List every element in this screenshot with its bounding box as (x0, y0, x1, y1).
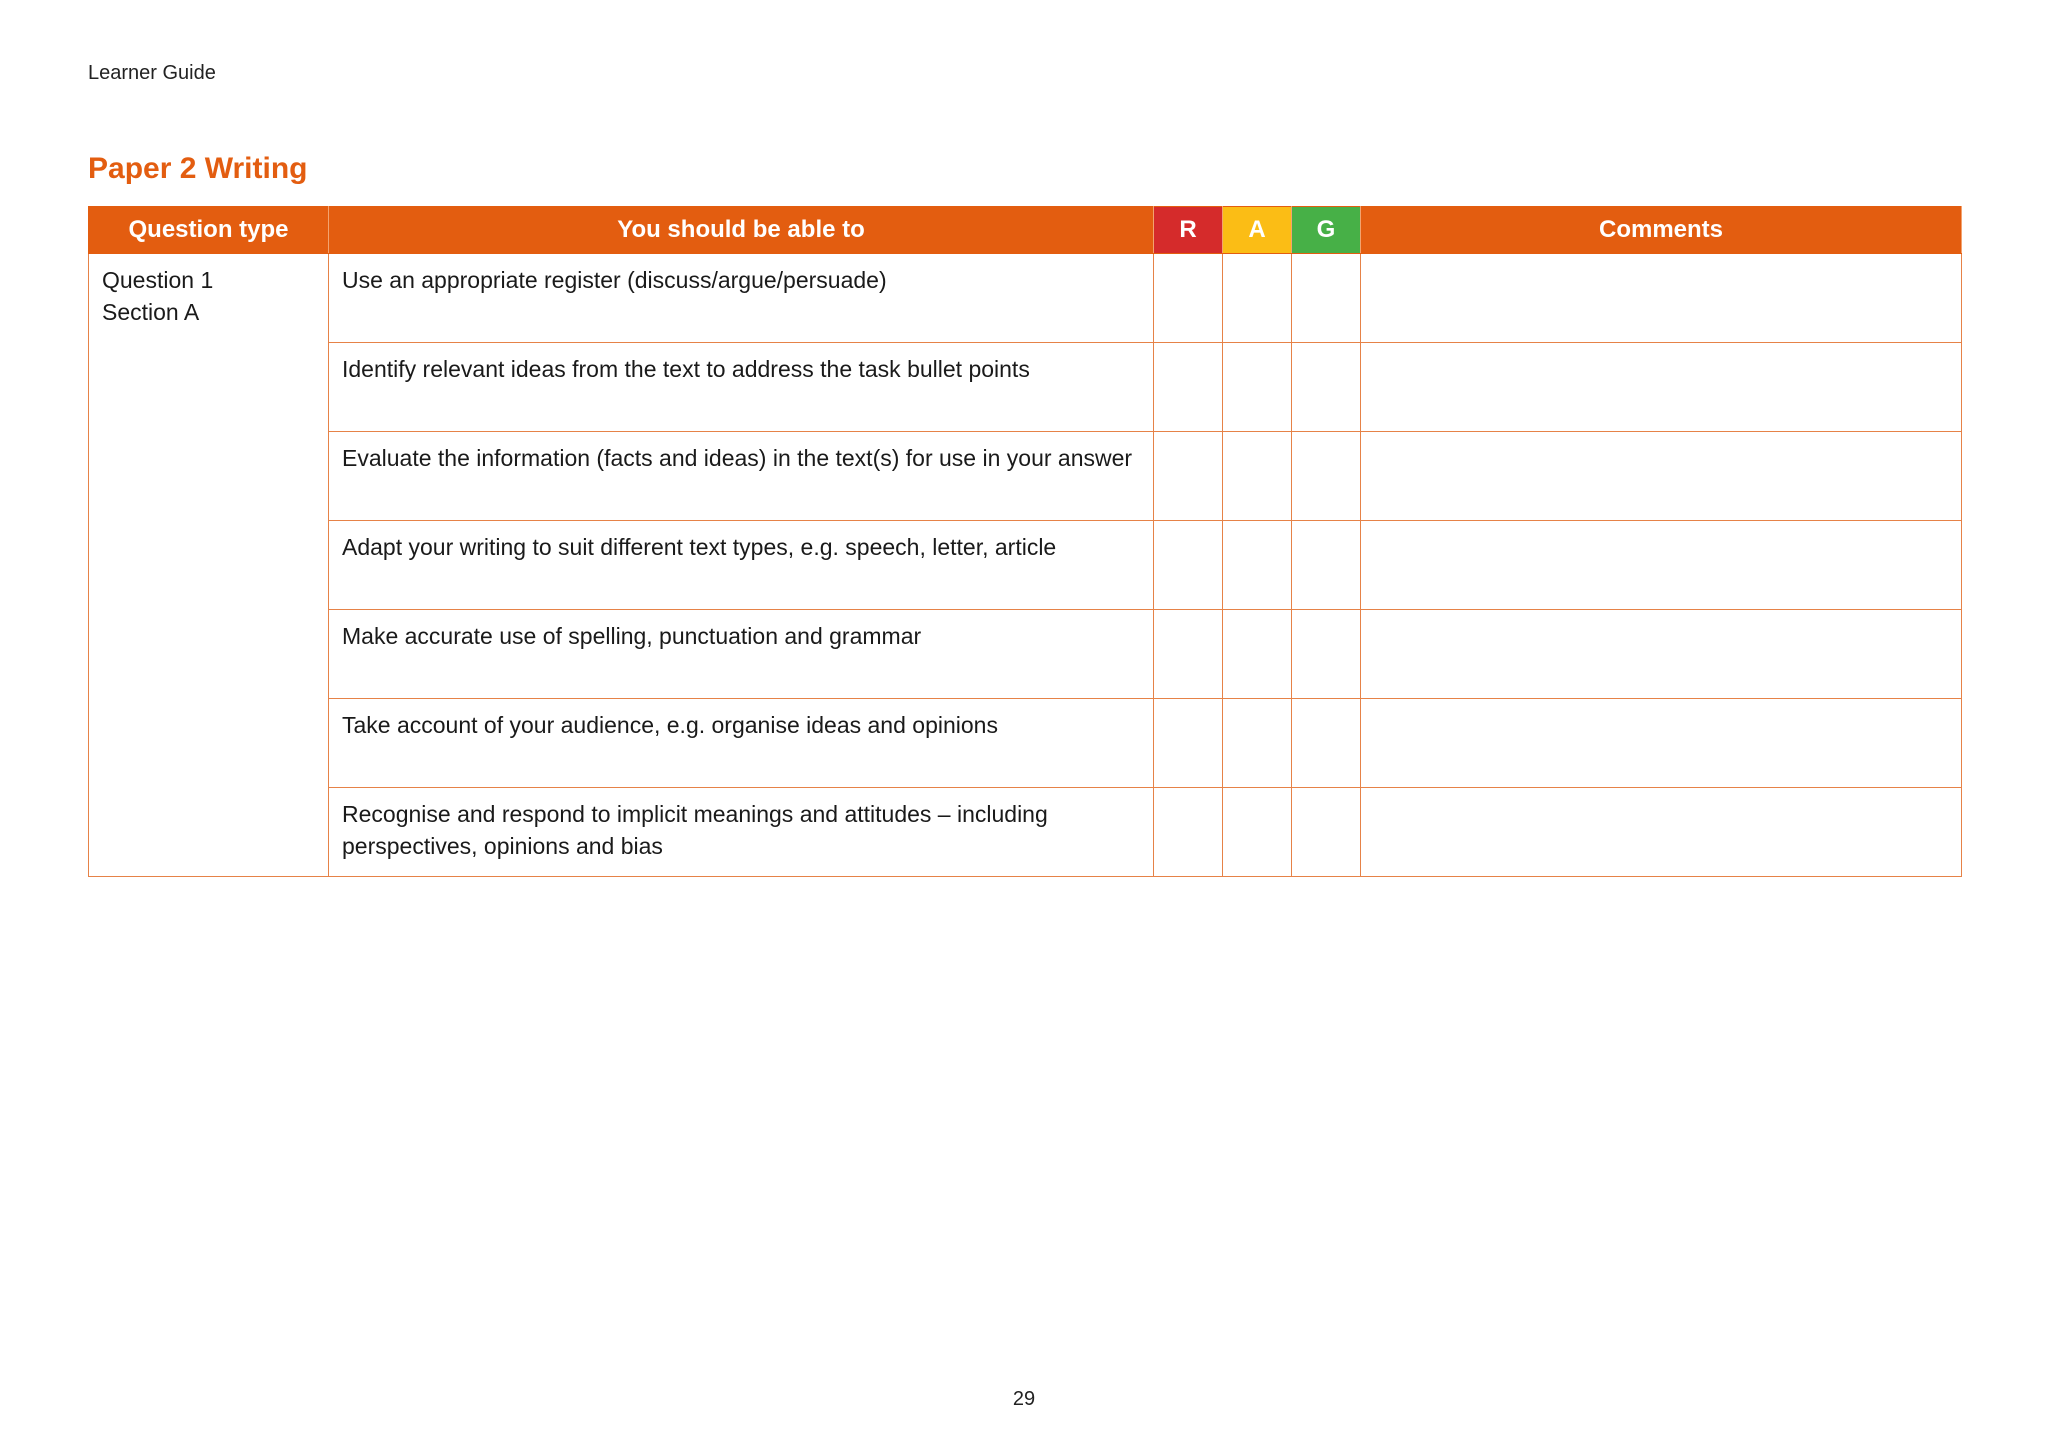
rag-amber-cell[interactable] (1223, 699, 1292, 788)
skill-cell: Identify relevant ideas from the text to address the task bullet points (329, 343, 1154, 432)
skill-cell: Evaluate the information (facts and ideas) in the text(s) for use in your answer (329, 432, 1154, 521)
rag-green-cell[interactable] (1292, 699, 1361, 788)
comments-cell[interactable] (1361, 699, 1962, 788)
rag-green-cell[interactable] (1292, 610, 1361, 699)
skill-cell: Make accurate use of spelling, punctuation and grammar (329, 610, 1154, 699)
skill-cell: Use an appropriate register (discuss/argue/persuade) (329, 254, 1154, 343)
rag-green-cell[interactable] (1292, 432, 1361, 521)
rag-amber-cell[interactable] (1223, 788, 1292, 877)
rag-amber-cell[interactable] (1223, 521, 1292, 610)
column-header-amber: A (1223, 207, 1292, 254)
section-title: Paper 2 Writing (88, 152, 308, 185)
rag-red-cell[interactable] (1154, 343, 1223, 432)
table-row (89, 521, 1962, 610)
running-header: Learner Guide (88, 62, 216, 84)
question-type-line: Question 1 (102, 267, 214, 293)
skills-checklist-table (88, 206, 1962, 877)
table-header-row (89, 207, 1962, 254)
comments-cell[interactable] (1361, 343, 1962, 432)
question-type-cell (89, 254, 329, 877)
rag-red-cell[interactable] (1154, 610, 1223, 699)
rag-amber-cell[interactable] (1223, 343, 1292, 432)
rag-amber-cell[interactable] (1223, 432, 1292, 521)
rag-green-cell[interactable] (1292, 788, 1361, 877)
rag-red-cell[interactable] (1154, 699, 1223, 788)
rag-green-cell[interactable] (1292, 343, 1361, 432)
column-header-green: G (1292, 207, 1361, 254)
table-row (89, 254, 1962, 343)
rag-amber-cell[interactable] (1223, 254, 1292, 343)
column-header-skill: You should be able to (329, 207, 1154, 254)
comments-cell[interactable] (1361, 610, 1962, 699)
comments-cell[interactable] (1361, 432, 1962, 521)
column-header-red: R (1154, 207, 1223, 254)
comments-cell[interactable] (1361, 254, 1962, 343)
rag-red-cell[interactable] (1154, 521, 1223, 610)
column-header-question-type: Question type (89, 207, 329, 254)
skill-cell: Take account of your audience, e.g. organise ideas and opinions (329, 699, 1154, 788)
table-row (89, 343, 1962, 432)
rag-red-cell[interactable] (1154, 788, 1223, 877)
table-row (89, 699, 1962, 788)
page-number: 29 (1012, 1388, 1036, 1410)
skill-cell: Recognise and respond to implicit meanings and attitudes – including perspectives, opinions and bias (329, 788, 1154, 877)
skill-cell: Adapt your writing to suit different text types, e.g. speech, letter, article (329, 521, 1154, 610)
rag-green-cell[interactable] (1292, 254, 1361, 343)
table-row (89, 610, 1962, 699)
rag-red-cell[interactable] (1154, 254, 1223, 343)
rag-amber-cell[interactable] (1223, 610, 1292, 699)
rag-green-cell[interactable] (1292, 521, 1361, 610)
question-type-line: Section A (102, 299, 200, 325)
table-row (89, 432, 1962, 521)
column-header-comments: Comments (1361, 207, 1962, 254)
table-row (89, 788, 1962, 877)
comments-cell[interactable] (1361, 521, 1962, 610)
rag-red-cell[interactable] (1154, 432, 1223, 521)
comments-cell[interactable] (1361, 788, 1962, 877)
